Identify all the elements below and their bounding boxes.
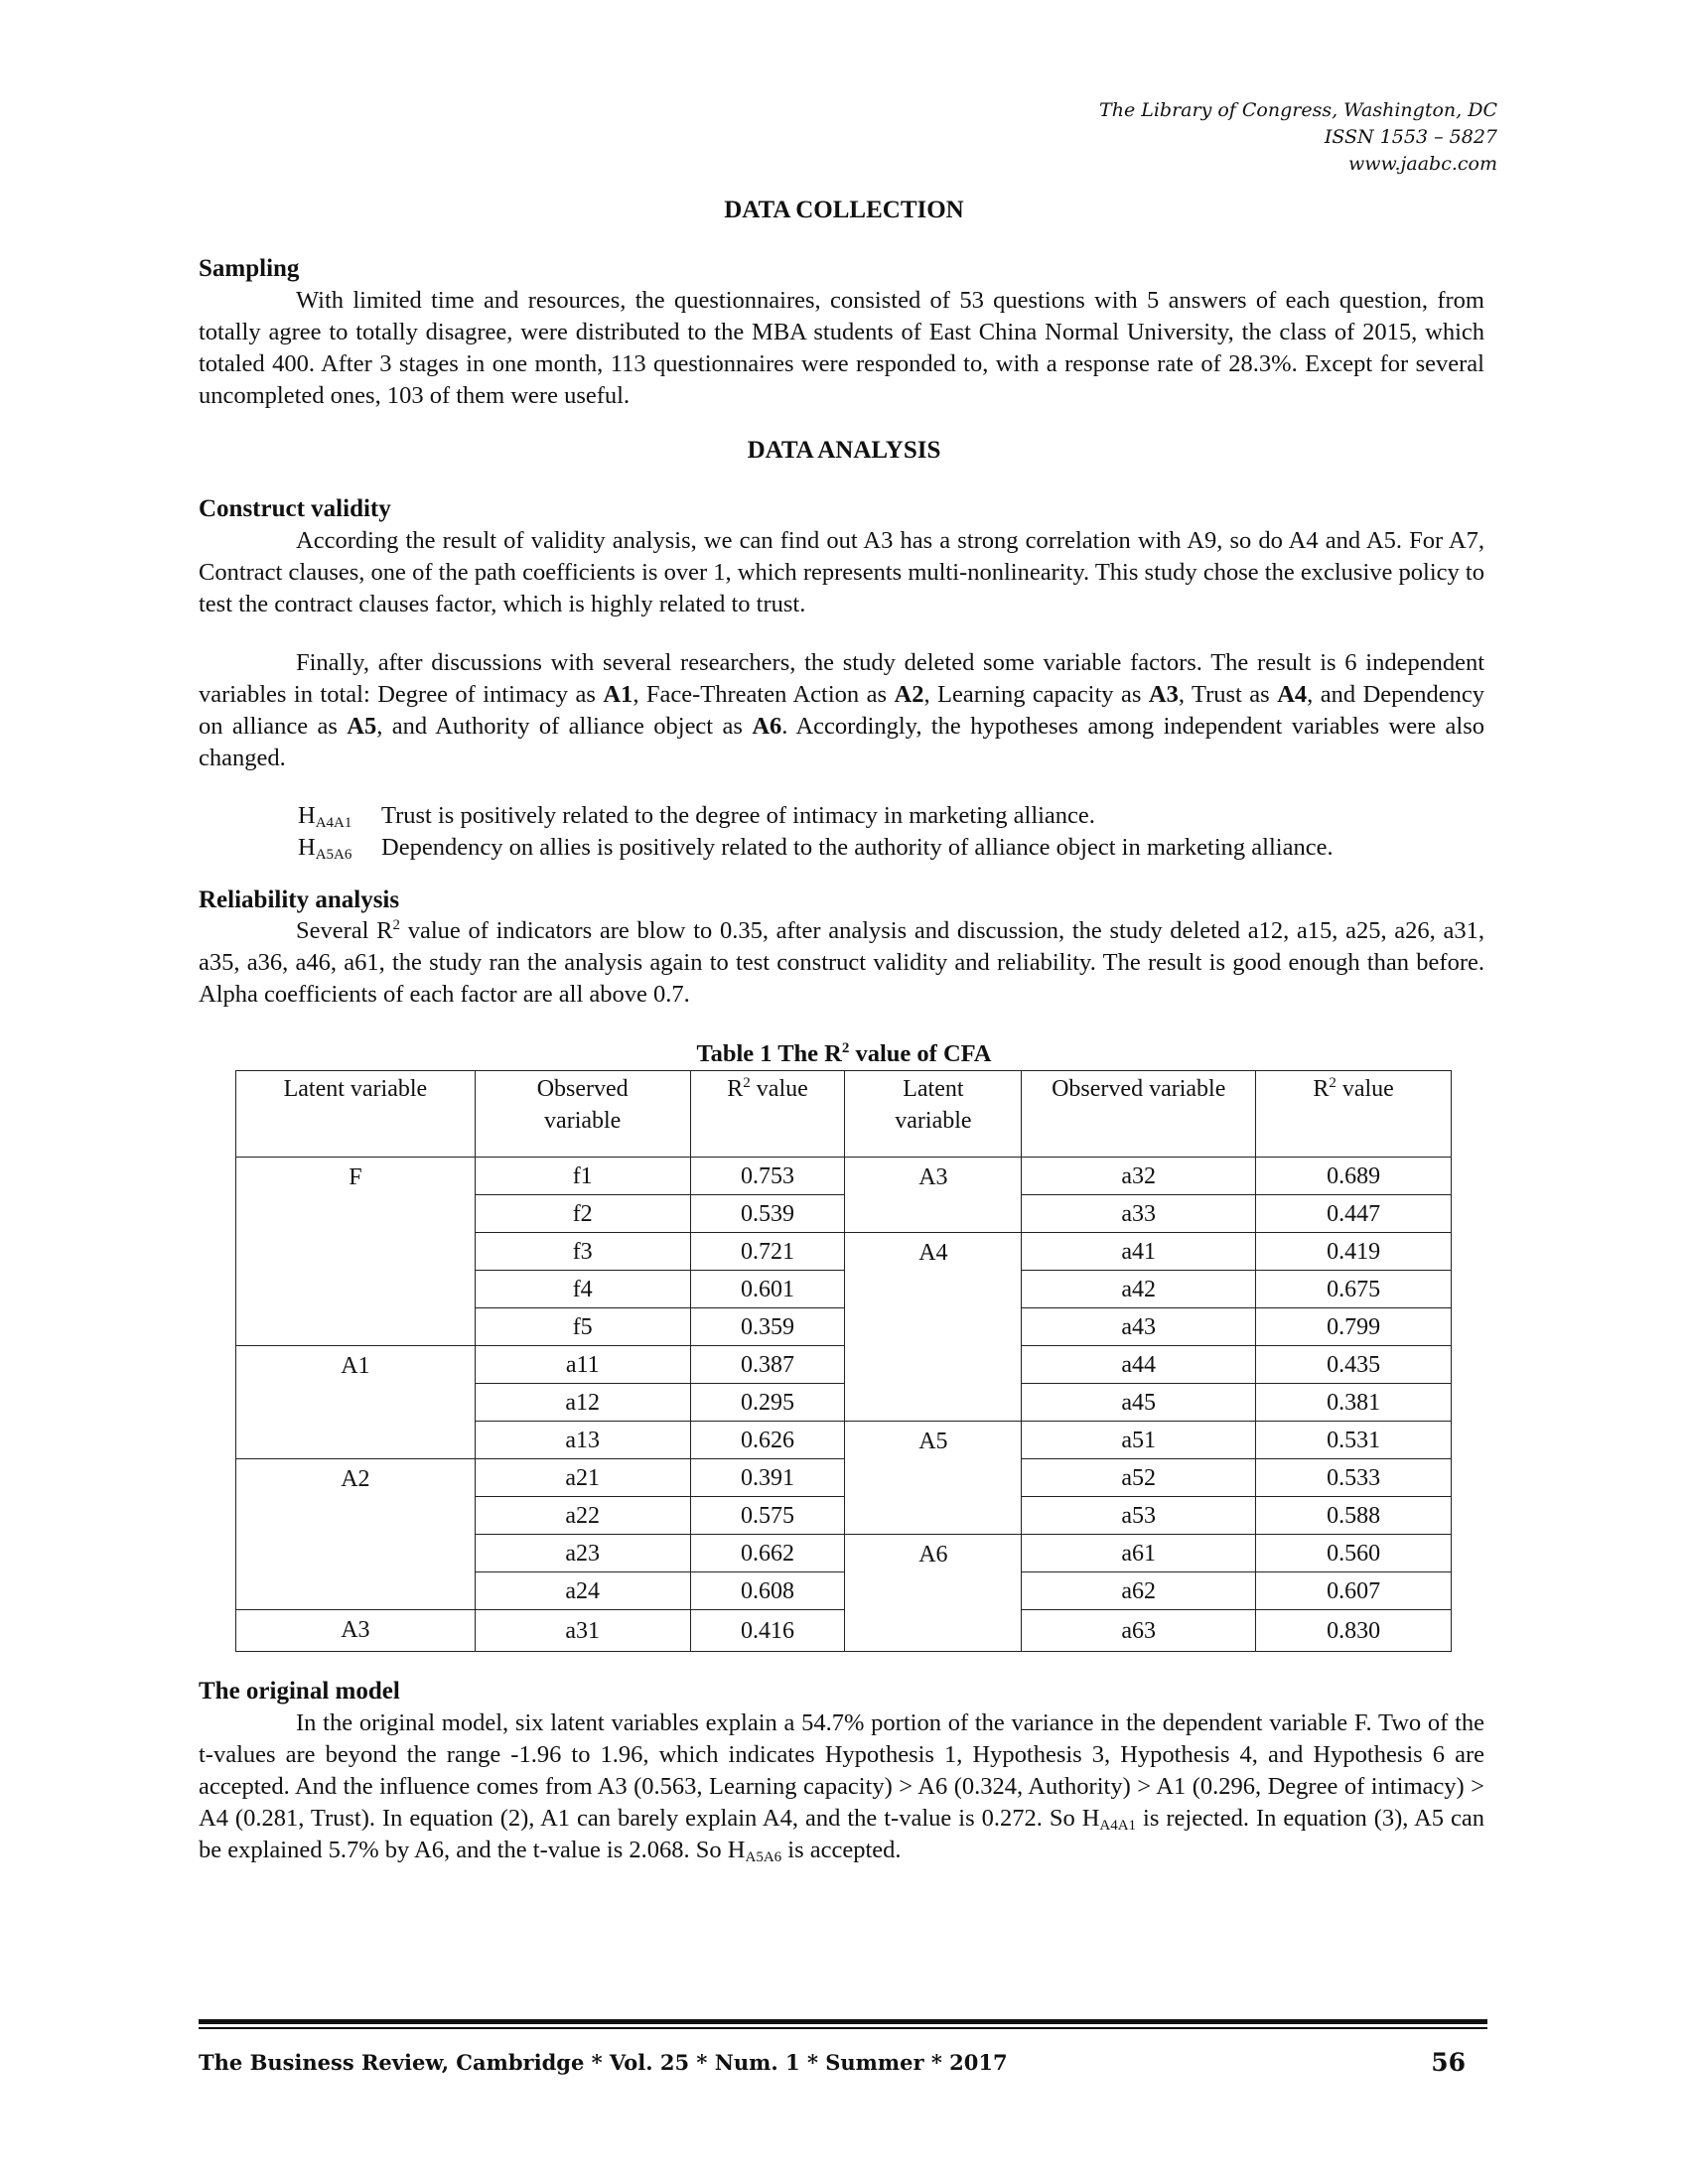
hypothesis-code [298,800,381,832]
cell-r2-value: 0.387 [690,1346,845,1384]
cell-r2-value: 0.607 [1256,1572,1452,1610]
cell-r2-value: 0.435 [1256,1346,1452,1384]
hypothesis-code [298,832,381,864]
cell-r2-value: 0.689 [1256,1158,1452,1195]
text-span: value of indicators are blow to 0.35, after analysis and discussion, the study deleted a12, a15, a25, a26, a31, a35, a36, a46, a61, the study ran the analysis again to test construct validity and reliability. The result is good enough than before. Alpha coefficients of each factor are all above 0.7. [199,917,1484,1008]
text-span: value [750,1076,808,1102]
cell-observed-variable: a13 [475,1422,690,1459]
cell-observed-variable: a23 [475,1535,690,1572]
text-span: , and Dependency on alliance as [199,681,1485,740]
text-span: value [1336,1076,1394,1102]
hyp-subscript: A5A6 [745,1849,782,1865]
text-span: . Accordingly, the hypotheses among independent variables were also changed. [199,713,1485,771]
heading-sampling: Sampling [199,255,300,282]
hypothesis-a4a1 [298,800,1095,832]
cell-latent-variable: A5 [845,1422,1022,1535]
bold-a3: A3 [1148,681,1179,708]
text-span: R [1313,1076,1330,1102]
text-span: In the original model, six latent variables explain a 54.7% portion of the variance in the dependent variable F. Two of the t-values are beyond the range -1.96 to 1.96, which indicates Hypothesis 1, Hypothesis 3, Hypothesis 4, and Hypothesis 6 are accepted. And the influence comes from A3 (0.563, Learning capacity) > A6 (0.324, Authority) > A1 (0.296, Degree of intimacy) > A4 (0.281, Trust). In equation (2), A1 can barely explain A4, and the t-value is 0.272. So [199,1709,1484,1832]
cell-observed-variable: a61 [1022,1535,1256,1572]
paragraph-construct-validity: According the result of validity analysis, we can find out A3 has a strong correlation with A9, so do A4 and A5. For A7, Contract clauses, one of the path coefficients is over 1, which represents multi-nonlinearity. This study chose the exclusive policy to test the contract clauses factor, which is highly related to trust. [199,527,1484,617]
table-body [236,1158,1452,1652]
cell-r2-value: 0.588 [1256,1497,1452,1535]
cell-r2-value: 0.391 [690,1459,845,1497]
cell-r2-value: 0.626 [690,1422,845,1459]
cell-observed-variable: a52 [1022,1459,1256,1497]
cell-latent-variable: A1 [236,1346,476,1459]
cell-observed-variable: f2 [475,1195,690,1233]
footer-journal: The Business Review, Cambridge * Vol. 25 * Num. 1 * Summer * 2017 [199,2050,1008,2075]
cell-observed-variable: a53 [1022,1497,1256,1535]
cell-r2-value: 0.560 [1256,1535,1452,1572]
text-span: variable [544,1108,622,1134]
table-row [236,1459,1452,1497]
footer-rule-thin [199,2027,1487,2029]
cell-observed-variable: a42 [1022,1271,1256,1308]
heading-reliability: Reliability analysis [199,887,400,913]
header-r2-value-2 [1256,1071,1452,1158]
cell-latent-variable: A3 [845,1158,1022,1233]
cell-r2-value: 0.533 [1256,1459,1452,1497]
paragraph-original-model [199,1707,1484,1866]
hyp-letter: H [1081,1805,1100,1832]
table-row [236,1158,1452,1195]
footer-rule-thick [199,2019,1487,2024]
text-span: variable [895,1108,972,1134]
cell-observed-variable: f5 [475,1308,690,1346]
cell-latent-variable: A4 [845,1233,1022,1422]
text-span: Latent [903,1076,964,1102]
text-span: Several R [296,917,393,944]
hyp-letter: H [298,802,316,829]
cell-observed-variable: a31 [475,1610,690,1652]
hyp-subscript: A4A1 [1099,1818,1137,1834]
heading-original-model: The original model [199,1678,400,1705]
cell-r2-value: 0.531 [1256,1422,1452,1459]
cell-r2-value: 0.381 [1256,1384,1452,1422]
cell-observed-variable: a41 [1022,1233,1256,1271]
cell-observed-variable: a24 [475,1572,690,1610]
hypothesis-a5a6 [298,832,1334,864]
bold-a5: A5 [347,713,377,740]
text-span: is accepted. [781,1837,902,1863]
header-observed-variable [475,1071,690,1158]
cell-latent-variable: F [236,1158,476,1346]
header-latent-variable-2 [845,1071,1022,1158]
bold-a1: A1 [603,681,633,708]
hypothesis-text: Dependency on allies is positively related to the authority of alliance object in marketing alliance. [381,834,1334,861]
hyp-letter: H [727,1837,746,1863]
text-span: Finally, after discussions with several researchers, the study deleted some variable factors. The result is 6 independent variables in total: Degree of intimacy as [199,649,1484,708]
cell-r2-value: 0.601 [690,1271,845,1308]
cell-latent-variable: A3 [236,1610,476,1652]
hyp-subscript: A5A6 [315,847,352,863]
superscript: 2 [392,917,401,933]
bold-a2: A2 [894,681,924,708]
hypothesis-text: Trust is positively related to the degree of intimacy in marketing alliance. [381,802,1095,829]
cell-r2-value: 0.830 [1256,1610,1452,1652]
paragraph-finally [199,647,1484,774]
cell-r2-value: 0.539 [690,1195,845,1233]
table-caption [0,1040,1688,1068]
cell-observed-variable: a22 [475,1497,690,1535]
cell-observed-variable: a21 [475,1459,690,1497]
header-latent-variable: Latent variable [236,1071,476,1158]
text-span: Table 1 The R [696,1040,842,1067]
text-span: is rejected. In equation (3), A5 can be explained 5.7% by A6, and the t-value is 2.068. So [199,1805,1484,1863]
superscript: 2 [743,1075,751,1091]
r2-table [235,1070,1452,1652]
cell-observed-variable: a12 [475,1384,690,1422]
header-observed-variable-2: Observed variable [1022,1071,1256,1158]
cell-r2-value: 0.447 [1256,1195,1452,1233]
text-span: , Trust as [1178,681,1278,708]
cell-observed-variable: f3 [475,1233,690,1271]
cell-observed-variable: f1 [475,1158,690,1195]
hyp-subscript: A4A1 [315,815,352,831]
header-r2-value [690,1071,845,1158]
header-issn: ISSN 1553 – 5827 [1324,126,1497,148]
header-website: www.jaabc.com [1347,153,1497,175]
text-span: R [727,1076,744,1102]
cell-observed-variable: a44 [1022,1346,1256,1384]
text-span: , Learning capacity as [923,681,1149,708]
text-span: , and Authority of alliance object as [376,713,753,740]
cell-observed-variable: f4 [475,1271,690,1308]
section-title-data-analysis: DATA ANALYSIS [747,437,941,464]
cell-r2-value: 0.608 [690,1572,845,1610]
cell-observed-variable: a33 [1022,1195,1256,1233]
cell-r2-value: 0.295 [690,1384,845,1422]
section-title-data-collection: DATA COLLECTION [724,197,964,223]
cell-r2-value: 0.575 [690,1497,845,1535]
superscript: 2 [1329,1075,1336,1091]
cell-r2-value: 0.799 [1256,1308,1452,1346]
bold-a6: A6 [752,713,782,740]
footer [199,2050,1487,2075]
paragraph-reliability [199,915,1484,1011]
paragraph-sampling: With limited time and resources, the questionnaires, consisted of 53 questions with 5 answers of each question, from totally agree to totally disagree, were distributed to the MBA students of East China Normal University, the class of 2015, which totaled 400. After 3 stages in one month, 113 questionnaires were responded to, with a response rate of 28.3%. Except for several uncompleted ones, 103 of them were useful. [199,287,1484,409]
cell-r2-value: 0.675 [1256,1271,1452,1308]
cell-observed-variable: a45 [1022,1384,1256,1422]
cell-r2-value: 0.753 [690,1158,845,1195]
cell-r2-value: 0.416 [690,1610,845,1652]
running-header [1099,97,1497,178]
hyp-letter: H [298,834,316,861]
cell-r2-value: 0.721 [690,1233,845,1271]
page-number: 56 [1431,2048,1466,2077]
cell-r2-value: 0.359 [690,1308,845,1346]
cell-observed-variable: a62 [1022,1572,1256,1610]
cell-observed-variable: a11 [475,1346,690,1384]
cell-latent-variable: A2 [236,1459,476,1610]
bold-a4: A4 [1277,681,1308,708]
cell-observed-variable: a63 [1022,1610,1256,1652]
table-row [236,1610,1452,1652]
text-span: , Face-Threaten Action as [633,681,895,708]
table-header-row [236,1071,1452,1158]
heading-construct-validity: Construct validity [199,495,391,522]
cell-r2-value: 0.662 [690,1535,845,1572]
cell-observed-variable: a32 [1022,1158,1256,1195]
header-library: The Library of Congress, Washington, DC [1099,99,1497,121]
text-span: Observed [536,1076,629,1102]
superscript: 2 [841,1040,850,1056]
cell-observed-variable: a51 [1022,1422,1256,1459]
cell-r2-value: 0.419 [1256,1233,1452,1271]
cell-observed-variable: a43 [1022,1308,1256,1346]
cell-latent-variable: A6 [845,1535,1022,1652]
table-row [236,1346,1452,1384]
text-span: value of CFA [849,1040,992,1067]
